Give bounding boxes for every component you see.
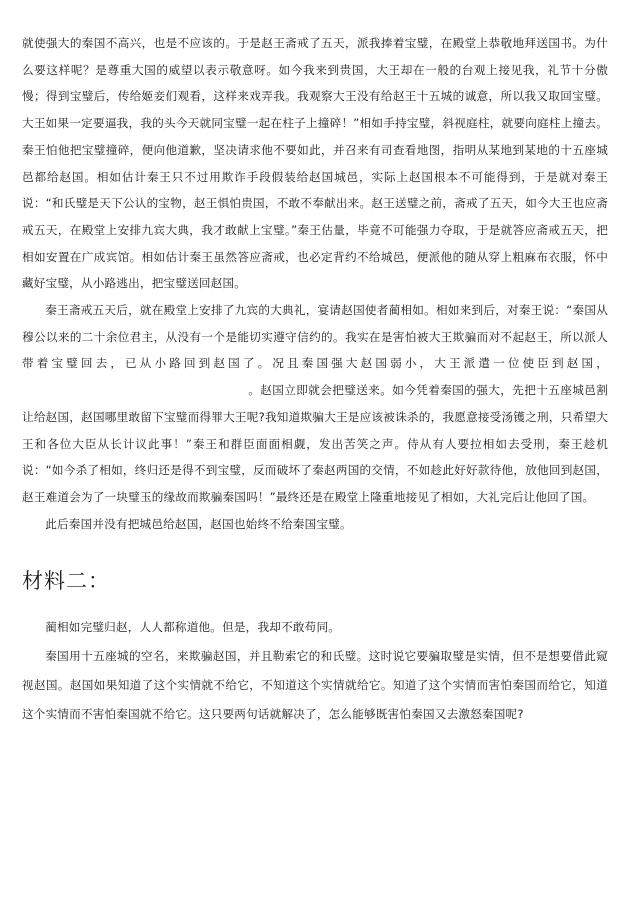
material-one-paragraph-2-part-2: 。赵国立即就会把璧送来。如今凭着秦国的强大，先把十五座城邑割让给赵国，赵国哪里敢留下宝璧而得罪大王呢?我知道欺骗大王是应该被诛杀的，我愿意接受汤镬之刑，只希望大王和各位大臣从长计议此事！”秦王和群臣面面相觑，发出苦笑之声。侍从有人要拉相如去受刑，秦王趁机说：“如今杀了相如，终归还是得不到宝璧，反而破坏了秦赵两国的交情，不如趁此好好款待他，放他回到赵国，赵王难道会为了一块璧玉的缘故而欺骗秦国吗！”最终还是在殿堂上隆重地接见了相如，大礼完后让他回了国。	[22, 383, 608, 504]
document-page	[22, 30, 608, 729]
material-one-paragraph-2-part-1: 秦王斋戒五天后，就在殿堂上安排了九宾的大典礼，宴请赵国使者蔺相如。相如来到后，对秦王说：“秦国从穆公以来的二十余位君主，从没有一个是能切实遵守信约的。我实在是害怕被大王欺骗而对不起赵王，所以派人带着宝璧回去，已从小路回到赵国了。况且秦国强大赵国弱小，大王派遣一位使臣到赵国，	[22, 303, 608, 371]
material-two-paragraph-1: 蔺相如完璧归赵，人人都称道他。但是，我却不敢苟同。	[45, 620, 341, 635]
material-one-paragraph-3: 此后秦国并没有把城邑给赵国，赵国也始终不给秦国宝璧。	[45, 516, 352, 531]
material-two-section	[22, 565, 608, 729]
material-one-paragraph-2	[22, 297, 608, 511]
material-one-paragraph-1: 就使强大的秦国不高兴，也是不应该的。于是赵王斋戒了五天，派我捧着宝璧，在殿堂上恭敬地拜送国书。为什么要这样呢？是尊重大国的威望以表示敬意呀。如今我来到贵国，大王却在一般的台观上接见我，礼节十分傲慢；得到宝璧后，传给姬妾们观看，这样来戏弄我。我观察大王没有给赵王十五城的诚意，所以我又取回宝璧。大王如果一定要逼我，我的头今天就同宝璧一起在柱子上撞碎！”相如手持宝璧，斜视庭柱，就要向庭柱上撞去。秦王怕他把宝璧撞碎，便向他道歉，坚决请求他不要如此，并召来有司查看地图，指明从某地到某地的十五座城邑都给赵国。相如估计秦王只不过用欺诈手段假装给赵国城邑，实际上赵国根本不可能得到，于是就对秦王说：“和氏璧是天下公认的宝物，赵王惧怕贵国，不敢不奉献出来。赵王送璧之前，斋戒了五天，如今大王也应斋戒五天，在殿堂上安排九宾大典，我才敢献上宝璧。”秦王估量，毕竟不可能强力夺取，于是就答应斋戒五天，把相如安置在广成宾馆。相如估计秦王虽然答应斋戒，也必定背约不给城邑，便派他的随从穿上粗麻布衣服，怀中藏好宝璧，从小路逃出，把宝璧送回赵国。	[22, 36, 608, 291]
material-two-heading: 材料二：	[22, 569, 110, 594]
material-one-section	[22, 30, 608, 537]
material-two-paragraph-2: 秦国用十五座城的空名，来欺骗赵国，并且勒索它的和氏璧。这时说它要骗取璧是实情，但不是想要借此窥视赵国。赵国如果知道了这个实情就不给它，不知道这个实情就给它。知道了这个实情而害怕秦国而给它，知道这个实情而不害怕秦国就不给它。这只要两句话就解决了，怎么能够既害怕秦国又去激怒秦国呢?	[22, 649, 608, 722]
